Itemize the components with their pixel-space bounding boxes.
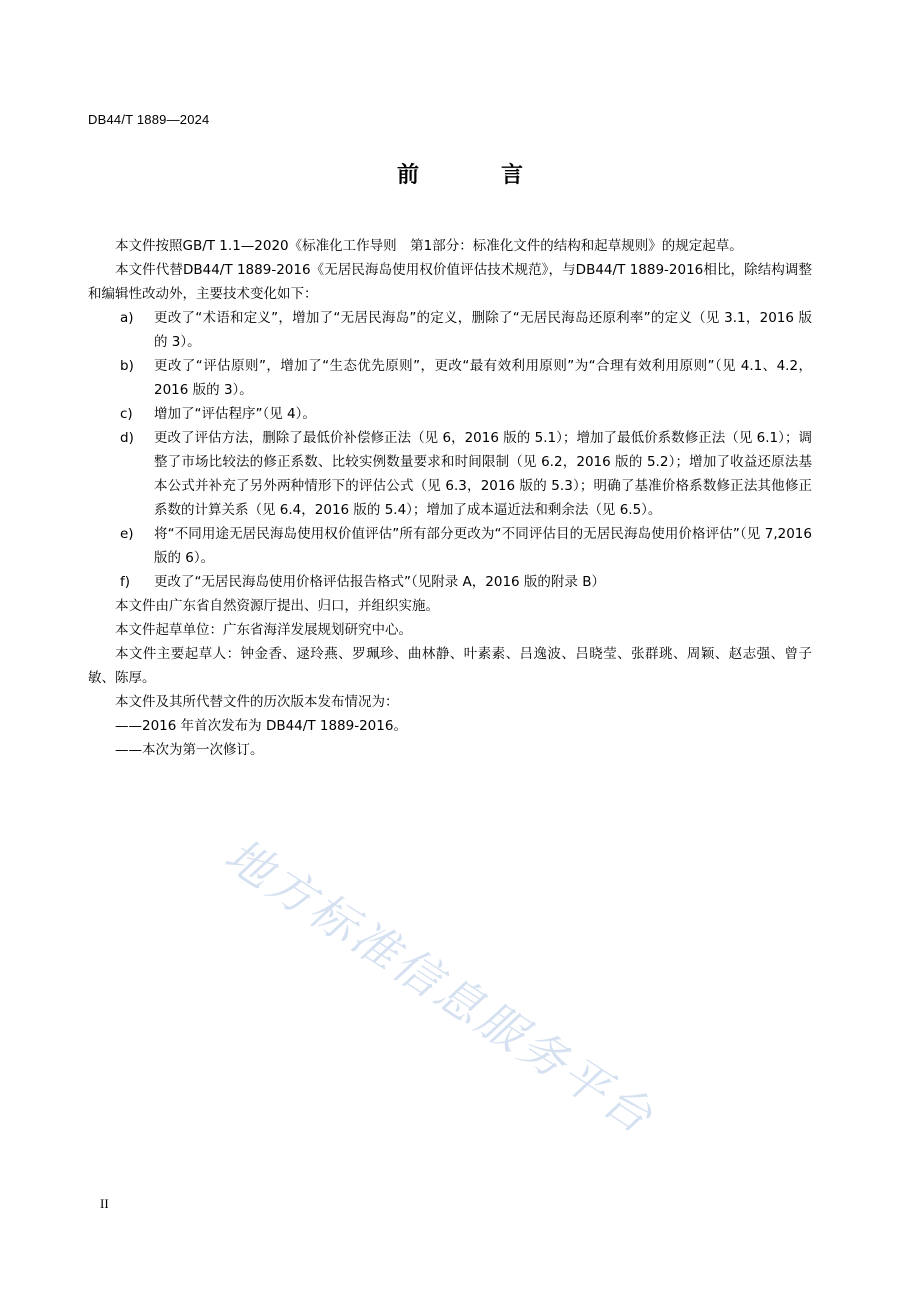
replacement-paragraph: 本文件代替DB44/T 1889-2016《无居民海岛使用权价值评估技术规范》，与DB44/T 1889-2016相比，除结构调整和编辑性改动外，主要技术变化如下： — [88, 262, 812, 302]
watermark: 地方标准信息服务平台 — [215, 827, 665, 1146]
history-entry: ——本次为第一次修订。 — [115, 742, 264, 758]
list-item — [88, 426, 812, 522]
document-code: DB44/T 1889—2024 — [88, 112, 210, 127]
list-marker: b) — [120, 358, 134, 374]
drafters-paragraph: 本文件主要起草人：钟金香、逯玲燕、罗珮珍、曲林静、叶素素、吕逸波、吕晓莹、张群珧、周颖、赵志强、曾子敏、陈厚。 — [88, 646, 812, 686]
list-item — [88, 354, 812, 402]
list-marker: c) — [120, 406, 133, 422]
list-item-text: 更改了“无居民海岛使用价格评估报告格式”（见附录 A，2016 版的附录 B） — [154, 574, 605, 590]
list-item-text: 更改了“术语和定义”，增加了“无居民海岛”的定义，删除了“无居民海岛还原利率”的定义（见 3.1，2016 版的 3）。 — [154, 310, 812, 350]
drafting-rule-paragraph: 本文件按照GB/T 1.1—2020《标准化工作导则 第1部分：标准化文件的结构和起草规则》的规定起草。 — [115, 238, 743, 254]
list-item — [88, 402, 812, 426]
list-item-text: 更改了评估方法，删除了最低价补偿修正法（见 6，2016 版的 5.1）；增加了最低价系数修正法（见 6.1）；调整了市场比较法的修正系数、比较实例数量要求和时间限制（见 6.2，2016 版的 5.2）；增加了收益还原法基本公式并补充了另外两种情形下的评估公式（见 6.3，2016 版的 5.3）；明确了基准价格系数修正法其他修正系数的计算关系（见 6.4，2016 版的 5.4）；增加了成本逼近法和剩余法（见 6.5）。 — [154, 430, 812, 518]
history-entry: ——2016 年首次发布为 DB44/T 1889-2016。 — [115, 718, 407, 734]
list-item — [88, 522, 812, 570]
list-marker: a) — [120, 310, 134, 326]
list-item-text: 将“不同用途无居民海岛使用权价值评估”所有部分更改为“不同评估目的无居民海岛使用价格评估”（见 7,2016 版的 6）。 — [154, 526, 812, 566]
page-number: II — [100, 1196, 109, 1211]
proposer-paragraph: 本文件由广东省自然资源厅提出、归口，并组织实施。 — [115, 598, 439, 614]
list-marker: d) — [120, 430, 134, 446]
list-item — [88, 306, 812, 354]
list-item-text: 增加了“评估程序”（见 4）。 — [154, 406, 316, 422]
list-marker: f) — [120, 574, 131, 590]
change-list — [88, 306, 812, 594]
section-title: 前 言 — [396, 163, 553, 188]
list-item-text: 更改了“评估原则”，增加了“生态优先原则”，更改“最有效利用原则”为“合理有效利用原则”（见 4.1、4.2，2016 版的 3）。 — [154, 358, 812, 398]
drafting-unit-paragraph: 本文件起草单位：广东省海洋发展规划研究中心。 — [115, 622, 412, 638]
list-marker: e) — [120, 526, 134, 542]
list-item — [88, 570, 812, 594]
history-intro-paragraph: 本文件及其所代替文件的历次版本发布情况为： — [115, 694, 399, 710]
foreword-body — [88, 234, 812, 762]
